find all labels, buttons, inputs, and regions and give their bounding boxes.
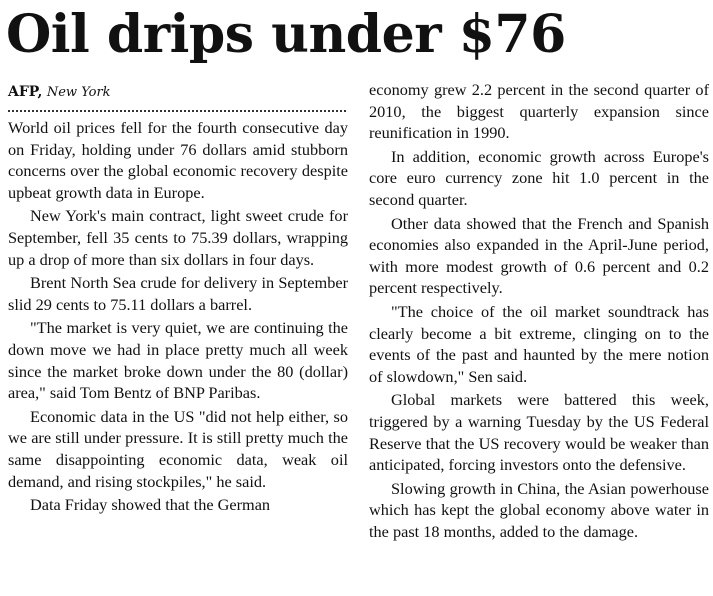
paragraph: World oil prices fell for the fourth consecutive day on Friday, holding under 76 dollars amid stubborn concerns over the global economic recovery despite upbeat growth data in Europe.	[8, 118, 348, 202]
column-right	[369, 79, 709, 544]
byline-divider	[8, 110, 346, 112]
paragraph: Other data showed that the French and Spanish economies also expanded in the April-June period, with more modest growth of 0.6 percent and 0.2 percent respectively.	[369, 213, 709, 298]
paragraph: Brent North Sea crude for delivery in September slid 29 cents to 75.11 dollars a barrel.	[8, 273, 348, 314]
byline-agency: AFP,	[8, 84, 43, 100]
paragraph: Data Friday showed that the German	[30, 495, 271, 515]
paragraph: New York's main contract, light sweet crude for September, fell 35 cents to 75.39 dollars, wrapping up a drop of more than six dollars in four days.	[8, 206, 348, 269]
paragraph: "The market is very quiet, we are continuing the down move we had in place pretty much all week since the market broke down under the 80 (dollar) area," said Tom Bentz of BNP Paribas.	[8, 318, 348, 403]
paragraph: Global markets were battered this week, triggered by a warning Tuesday by the US Federal Reserve that the US recovery would be weaker than anticipated, forcing investors onto the defensive.	[369, 390, 709, 475]
column-left	[8, 117, 348, 518]
paragraph: Slowing growth in China, the Asian powerhouse which has kept the global economy above water in the past 18 months, added to the damage.	[369, 478, 709, 541]
paragraph: economy grew 2.2 percent in the second quarter of 2010, the biggest quarterly expansion since reunification in 1990.	[369, 80, 709, 143]
headline: Oil drips under $76	[6, 4, 566, 65]
paragraph: In addition, economic growth across Europe's core euro currency zone hit 1.0 percent in the second quarter.	[369, 146, 709, 209]
paragraph: "The choice of the oil market soundtrack has clearly become a bit extreme, clinging on to the events of the past and haunted by the mere notion of slowdown," Sen said.	[369, 301, 709, 386]
byline-city: New York	[46, 85, 111, 100]
paragraph: Economic data in the US "did not help either, so we are still under pressure. It is still pretty much the same disappointing economic data, weak oil demand, and rising stockpiles," he said.	[8, 406, 348, 491]
byline	[8, 83, 111, 102]
